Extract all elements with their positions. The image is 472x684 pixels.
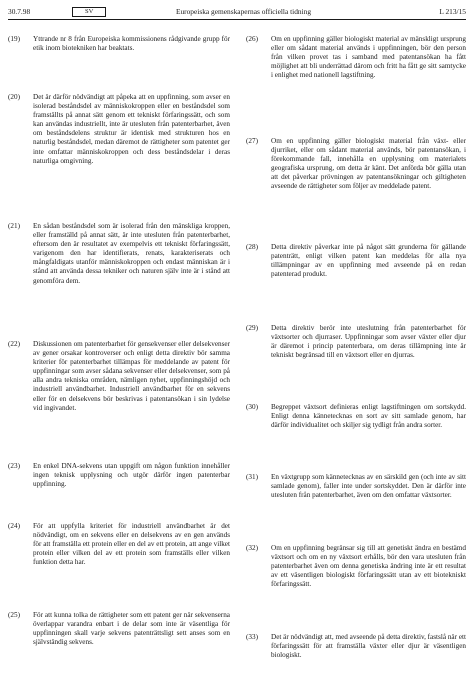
- language-badge: SV: [72, 7, 106, 17]
- recital-text: En enkel DNA-sekvens utan uppgift om någon funktion innehåller ingen teknisk upplysning och utgör därför ingen patenterbar uppfinning.: [33, 462, 230, 489]
- recital-number: (29): [246, 324, 258, 332]
- recital-number: (20): [8, 93, 20, 101]
- recital-number: (33): [246, 633, 258, 641]
- recital-text: Det är därför nödvändigt att påpeka att en uppfinning, som avser en isolerad beståndsdel av människokroppen eller en beståndsdel som framställts på annat sätt genom ett tekniskt förfaringssätt, och som kan användas industriellt, inte är utesluten från patenterbarhet, även om beståndsdelens struktur är identisk med strukturen hos en naturlig beståndsdel, medan däremot de rättigheter som patentet ger inte omfattar människokroppen och dess beståndsdelar i deras naturliga omgivning.: [33, 93, 230, 165]
- recital-number: (19): [8, 35, 20, 43]
- header-rule: [8, 19, 466, 20]
- recital-text: Begreppet växtsort definieras enligt lagstiftningen om sortskydd. Enligt denna kännetecknas en sort av sitt samlade genom, har därför individualitet och skiljer sig tydligt från andra sorter.: [271, 403, 466, 430]
- recital-text: Detta direktiv berör inte uteslutning från patenterbarhet för växtsorter och djurraser. Uppfinningar som avser växter eller djur är däremot i princip patenterbara, om deras tillämpning inte är tekniskt begränsad till en växtsort eller en djurras.: [271, 324, 466, 360]
- recital-number: (25): [8, 611, 20, 619]
- recital-text: Om en uppfinning begränsar sig till att genetiskt ändra en bestämd växtsort och om en ny växtsort erhålls, bör den vara utesluten från patenterbarhet även om denna genetiska ändring inte är ett resultat av ett väsentligen biologiskt förfaringssätt utan av ett biotekniskt förfaringssätt.: [271, 544, 466, 589]
- recital-number: (30): [246, 403, 258, 411]
- recital-text: Om en uppfinning gäller biologiskt material från växt- eller djurriket, eller om sådant material används, bör patentansökan, i förekommande fall, innehålla en upplysning om materialets geografiska ursprung, om detta är känt. Det anförda bör gälla utan att det påverkar prövningen av patentansökningar och giltigheten avseende de rättigheter som följer av meddelade patent.: [271, 137, 466, 191]
- recital-number: (31): [246, 473, 258, 481]
- header-date: 30.7.98: [8, 7, 31, 16]
- recital-text: För att kunna tolka de rättigheter som ett patent ger när sekvenserna överlappar varandra enbart i de delar som inte är väsentliga för uppfinningen skall varje sekvens patenträttsligt sett anses som en självständig sekvens.: [33, 611, 230, 647]
- recital-number: (22): [8, 340, 20, 348]
- recital-number: (24): [8, 522, 20, 530]
- recital-number: (26): [246, 35, 258, 43]
- page-header: [8, 5, 466, 18]
- recital-number: (28): [246, 243, 258, 251]
- recital-text: Detta direktiv påverkar inte på något sätt grunderna för gällande patenträtt, enligt vilken patent kan meddelas för alla nya tillämpningar av en uppfinning med avseende på en redan patenterad produkt.: [271, 243, 466, 279]
- recital-text: Om en uppfinning gäller biologiskt material av mänskligt ursprung eller om sådant material används i uppfinningen, bör den person från vilken provet tas i samband med patentansökan ha fått möjlighet att bli underrättad därom och fritt ha fått ge sitt samtycke i enlighet med nationell lagstiftning.: [271, 35, 466, 80]
- recital-text: Yttrande nr 8 från Europeiska kommissionens rådgivande grupp för etik inom biotekniken har beaktats.: [33, 35, 230, 53]
- recital-number: (21): [8, 222, 20, 230]
- recital-number: (23): [8, 462, 20, 470]
- recital-text: Diskussionen om patenterbarhet för gensekvenser eller delsekvenser av gener orsakar kontroverser och enligt detta direktiv bör samma kriterier för patenterbarhet tillämpas för meddelande av patent för uppfinningar som avser sådana sekvenser eller delsekvenser, som på alla andra tekniska områden, nämligen nyhet, uppfinningshöjd och industriell användbarhet. Industriell användbarhet för en sekvens eller för en delsekvens bör beskrivas i patentansökan i sin lydelse vid ingivandet.: [33, 340, 230, 412]
- page-reference: L 213/15: [439, 7, 466, 16]
- recital-number: (27): [246, 137, 258, 145]
- recital-text: En växtgrupp som kännetecknas av en särskild gen (och inte av sitt samlade genom), faller inte under sortskyddet. Den är därför inte utesluten från patenterbarhet, även om den omfattar växtsorter.: [271, 473, 466, 500]
- journal-title: Europeiska gemenskapernas officiella tidning: [175, 7, 312, 16]
- recital-text: För att uppfylla kriteriet för industriell användbarhet är det nödvändigt, om en sekvens eller en delsekvens av en gen används för att framställa ett protein eller en del av ett protein, att ange vilket protein eller vilken del av ett protein som framställs eller vilken funktion detta har.: [33, 522, 230, 567]
- recital-text: En sådan beståndsdel som är isolerad från den mänskliga kroppen, eller framställd på annat sätt, är inte utesluten från patenterbarhet, eftersom den är resultatet av exempelvis ett tekniskt förfaringssätt, varigenom den har identifierats, renats, karakteriserats och mångfaldigats utanför människokroppen och endast människan är i stånd att använda dessa tekniker och naturen själv inte är i stånd att genomföra dem.: [33, 222, 230, 285]
- recital-text: Det är nödvändigt att, med avseende på detta direktiv, fastslå när ett förfaringssätt för att framställa växter eller djur är väsentligen biologiskt.: [271, 633, 466, 660]
- recital-number: (32): [246, 544, 258, 552]
